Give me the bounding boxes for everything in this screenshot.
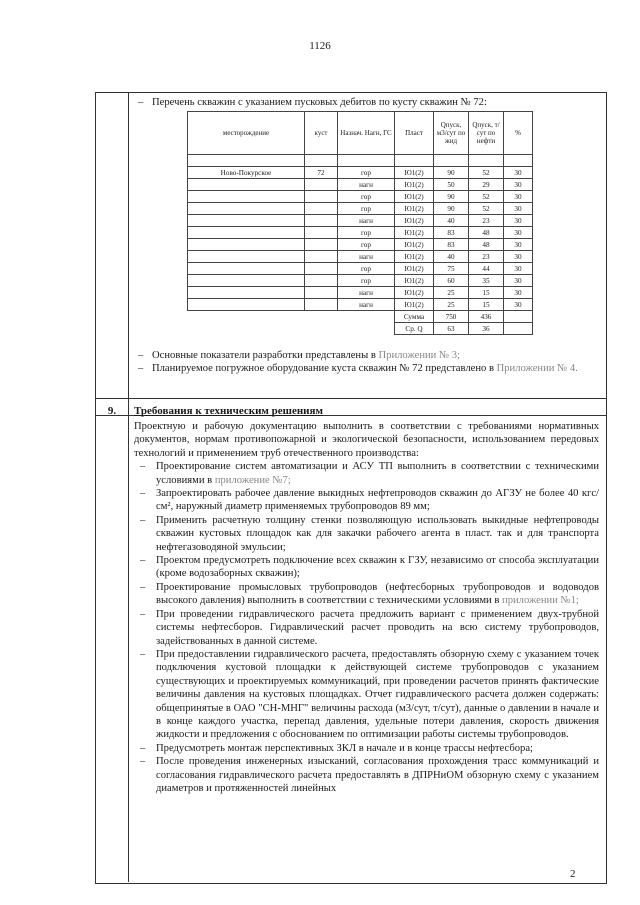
table-cell: нагн	[338, 299, 395, 311]
table-cell: 83	[434, 239, 469, 251]
table-cell: 83	[434, 227, 469, 239]
page-number-bottom: 2	[570, 868, 576, 880]
table-cell: 75	[434, 263, 469, 275]
table-row	[188, 275, 533, 287]
table-cell: Ю1(2)	[395, 215, 434, 227]
well-list-intro: – Перечень скважин с указанием пусковых дебитов по кусту скважин № 72:	[134, 96, 599, 109]
table-cell	[305, 299, 338, 311]
table-cell: Ново-Покурское	[188, 167, 305, 179]
table-cell	[188, 227, 305, 239]
table-row	[188, 203, 533, 215]
list-item: – Проектом предусмотреть подключение всех скважин к ГЗУ, независимо от способа эксплуатации (кроме водозаборных скважин);	[134, 554, 599, 581]
table-cell: 30	[504, 275, 533, 287]
table-cell: 30	[504, 263, 533, 275]
table-cell: 23	[469, 251, 504, 263]
table-cell: Ю1(2)	[395, 239, 434, 251]
section-intro: Проектную и рабочую документацию выполнить в соответствии с требованиями нормативных документов, нормам противопожарной и экологической безопасности, использованием передовых технологий и применением труб отечественного производства:	[134, 421, 599, 459]
table-row	[188, 287, 533, 299]
table-cell: гор	[338, 263, 395, 275]
after-table-list: – Основные показатели разработки представлены в Приложении № 3; – Планируемое погружное оборудование куста скважин № 72 представлено в Приложении № 4.	[134, 349, 599, 376]
list-item: – При предоставлении гидравлического расчета, предоставлять обзорную схему с указанием точек подключения кустовой площадки к действующей системе трубопроводов с указанием существующих и проектируемых коммуникаций, при проведении расчетов принять фактические величины давления на кустовых площадках. Отчет гидравлического расчета должен содержать: общепринятые в ОАО "СН-МНГ" величины расхода (м3/сут, т/сут), данные о давлении в начале и в конце каждого участка, перепад давления, удельные потери давления, скорость движения жидкости и предложения с обоснованием по оптимизации работы системы трубопроводов.	[134, 648, 599, 742]
table-cell	[305, 215, 338, 227]
table-cell: Ю1(2)	[395, 191, 434, 203]
table-cell	[188, 179, 305, 191]
table-cell: Ю1(2)	[395, 299, 434, 311]
table-cell: 30	[504, 299, 533, 311]
table-cell: Ю1(2)	[395, 227, 434, 239]
table-cell	[305, 203, 338, 215]
table-cell: 52	[469, 203, 504, 215]
list-item: – Запроектировать рабочее давление выкидных нефтепроводов скважин до АГЗУ не более 40 кгс/см², наружный диаметр применяемых трубопроводов 89 мм;	[134, 487, 599, 514]
table-cell: 23	[469, 215, 504, 227]
table-cell: 50	[434, 179, 469, 191]
table-cell	[188, 287, 305, 299]
table-cell: нагн	[338, 179, 395, 191]
table-cell	[305, 191, 338, 203]
table-cell: 90	[434, 167, 469, 179]
table-avg-row: Ср. Q 63 36	[188, 323, 533, 335]
section-body	[134, 420, 599, 795]
table-row	[188, 263, 533, 275]
table-cell: гор	[338, 167, 395, 179]
column-divider	[128, 92, 129, 882]
col-header-field: месторождение	[188, 112, 305, 155]
table-cell: 30	[504, 191, 533, 203]
table-cell: гор	[338, 191, 395, 203]
table-cell: 30	[504, 287, 533, 299]
table-cell	[305, 263, 338, 275]
table-cell	[188, 191, 305, 203]
table-cell: 25	[434, 299, 469, 311]
table-row	[188, 227, 533, 239]
table-cell	[188, 263, 305, 275]
table-row	[188, 179, 533, 191]
table-row	[188, 299, 533, 311]
table-cell	[188, 275, 305, 287]
table-sum-row: Сумма 750 436	[188, 311, 533, 323]
table-cell: Ю1(2)	[395, 167, 434, 179]
table-cell: Ю1(2)	[395, 251, 434, 263]
table-cell	[305, 251, 338, 263]
table-cell: 60	[434, 275, 469, 287]
table-cell	[188, 299, 305, 311]
table-cell: Ю1(2)	[395, 203, 434, 215]
table-cell: 30	[504, 167, 533, 179]
table-cell: Ю1(2)	[395, 263, 434, 275]
table-cell: 72	[305, 167, 338, 179]
list-item: – Предусмотреть монтаж перспективных ЗКЛ в начале и в конце трассы нефтесбора;	[134, 742, 599, 755]
table-cell: нагн	[338, 251, 395, 263]
table-cell: 15	[469, 287, 504, 299]
table-cell: 90	[434, 191, 469, 203]
table-cell: гор	[338, 227, 395, 239]
table-cell	[305, 239, 338, 251]
table-cell: 90	[434, 203, 469, 215]
table-spacer-row	[188, 155, 533, 167]
table-cell: Ю1(2)	[395, 275, 434, 287]
table-cell: гор	[338, 275, 395, 287]
table-cell: нагн	[338, 287, 395, 299]
table-cell: 25	[434, 287, 469, 299]
table-row	[188, 191, 533, 203]
table-cell	[305, 227, 338, 239]
table-cell	[188, 203, 305, 215]
table-cell: Ю1(2)	[395, 287, 434, 299]
table-cell: 48	[469, 227, 504, 239]
table-cell: 30	[504, 215, 533, 227]
col-header-percent: %	[504, 112, 533, 155]
list-item: – Проектирование систем автоматизации и АСУ ТП выполнить в соответствии с техническими условиями в приложение №7;	[134, 460, 599, 487]
table-row	[188, 167, 533, 179]
section-title: Требования к техническим решениям	[134, 405, 323, 417]
table-cell	[305, 275, 338, 287]
col-header-layer: Пласт	[395, 112, 434, 155]
table-cell: 15	[469, 299, 504, 311]
table-header-row	[188, 112, 533, 155]
list-item: – Проектирование промысловых трубопроводов (нефтесборных трубопроводов и водоводов высокого давления) выполнить в соответствии с техническими условиями в приложении №1;	[134, 581, 599, 608]
col-header-q-oil: Qпуск, т/сут по нефти	[469, 112, 504, 155]
table-cell: гор	[338, 203, 395, 215]
table-row	[188, 251, 533, 263]
table-cell: 30	[504, 179, 533, 191]
table-row	[188, 215, 533, 227]
table-cell	[188, 251, 305, 263]
section-number: 9.	[107, 405, 117, 417]
list-item: – После проведения инженерных изысканий, согласования прохождения трасс коммуникаций и согласования гидравлического расчета предоставлять в ДПРНиОМ обзорную схему с указанием диаметров и протяженностей линейных	[134, 755, 599, 795]
table-cell	[305, 179, 338, 191]
col-header-purpose: Назнач. Нагн, ГС	[338, 112, 395, 155]
table-cell: 35	[469, 275, 504, 287]
table-cell: 52	[469, 167, 504, 179]
table-cell: 40	[434, 251, 469, 263]
page-number-top: 1126	[309, 40, 331, 52]
col-header-q-liquid: Qпуск, м3/сут по жид	[434, 112, 469, 155]
table-cell	[305, 287, 338, 299]
list-item: – Применить расчетную толщину стенки позволяющую использовать выкидные нефтепроводы скважин кустовых площадок как для закачки рабочего агента в пласт. так и для транспорта нефтегазоводяной эмульсии;	[134, 514, 599, 554]
table-cell: 40	[434, 215, 469, 227]
table-row	[188, 239, 533, 251]
well-table	[187, 111, 533, 335]
table-cell: 30	[504, 251, 533, 263]
table-cell: 44	[469, 263, 504, 275]
list-item: – При проведении гидравлического расчета предложить вариант с применением двух-трубной системы нефтесборов. Гидравлический расчет проводить на всю систему трубопроводов, задействованных в данной системе.	[134, 608, 599, 648]
table-cell: 30	[504, 203, 533, 215]
table-cell	[188, 215, 305, 227]
table-cell: 48	[469, 239, 504, 251]
col-header-cluster: куст	[305, 112, 338, 155]
table-cell: 30	[504, 227, 533, 239]
table-cell: 30	[504, 239, 533, 251]
table-cell	[188, 239, 305, 251]
table-cell: гор	[338, 239, 395, 251]
table-cell: Ю1(2)	[395, 179, 434, 191]
table-cell: 29	[469, 179, 504, 191]
table-cell: 52	[469, 191, 504, 203]
section-divider	[95, 398, 606, 399]
table-cell: нагн	[338, 215, 395, 227]
